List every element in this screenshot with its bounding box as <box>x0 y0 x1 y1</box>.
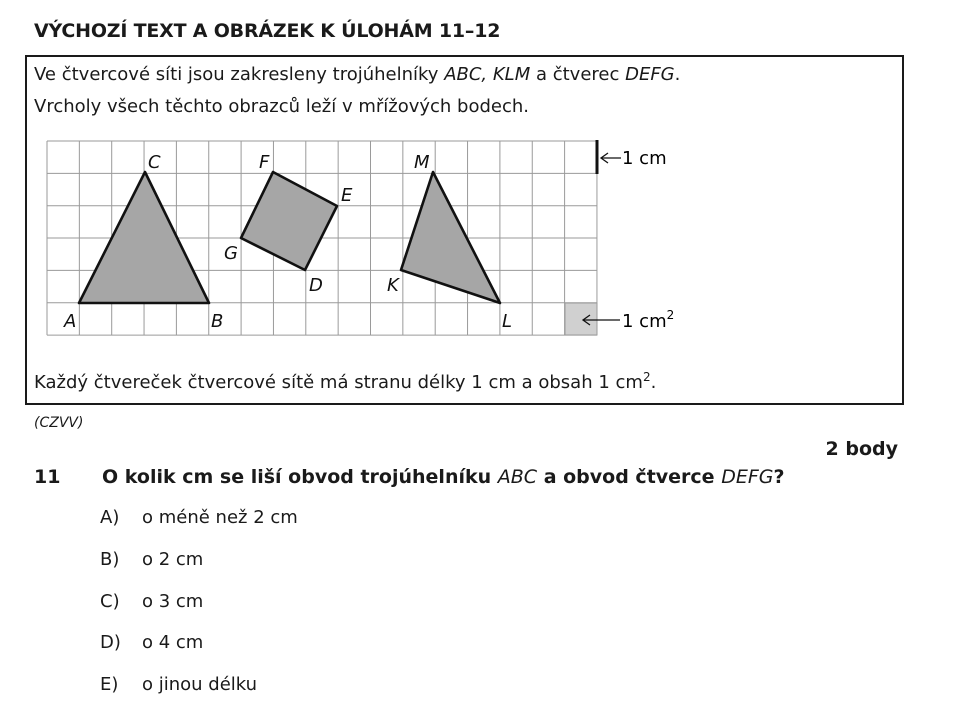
grid-description-period: . <box>650 372 657 393</box>
points-label: 2 body <box>825 438 898 460</box>
option-text: o 3 cm <box>142 591 204 612</box>
option-letter: A) <box>100 507 120 528</box>
triangle-klm <box>401 172 500 303</box>
unit-length-label: 1 cm <box>622 148 667 169</box>
vertex-label-f: F <box>259 152 270 173</box>
option-b[interactable] <box>100 549 203 570</box>
question-number: 11 <box>34 466 61 488</box>
option-c[interactable] <box>100 591 203 612</box>
intro-text: Ve čtvercové síti jsou zakresleny trojúhelníky <box>34 64 445 85</box>
question-mark: ? <box>773 466 785 488</box>
intro-shape-names: ABC, KLM <box>444 64 531 85</box>
question-triangle-name: ABC <box>497 466 538 488</box>
unit-area-cell <box>565 303 597 335</box>
grid-description <box>34 370 656 393</box>
option-letter: D) <box>100 632 121 653</box>
question-text-mid: a obvod čtverce <box>537 466 722 488</box>
question-text-start: O kolik cm se liší obvod trojúhelníku <box>102 466 498 488</box>
vertex-label-l: L <box>502 311 513 332</box>
option-d[interactable] <box>100 632 203 653</box>
option-text: o méně než 2 cm <box>142 507 298 528</box>
question-square-name: DEFG <box>721 466 774 488</box>
option-letter: C) <box>100 591 120 612</box>
vertex-label-d: D <box>309 275 323 296</box>
option-text: o 2 cm <box>142 549 204 570</box>
intro-line-2: Vrcholy všech těchto obrazců leží v mřížových bodech. <box>34 96 530 117</box>
vertex-label-c: C <box>148 152 161 173</box>
option-text: o 4 cm <box>142 632 204 653</box>
vertex-label-a: A <box>64 311 77 332</box>
vertex-label-e: E <box>341 185 353 206</box>
section-heading: VÝCHOZÍ TEXT A OBRÁZEK K ÚLOHÁM 11–12 <box>34 20 501 42</box>
option-letter: E) <box>100 674 119 695</box>
source-label: (CZVV) <box>34 415 84 431</box>
intro-text-mid: a čtverec <box>530 64 626 85</box>
vertex-label-b: B <box>211 311 224 332</box>
option-text: o jinou délku <box>142 674 258 695</box>
intro-square-name: DEFG <box>625 64 675 85</box>
option-a[interactable] <box>100 507 298 528</box>
triangle-abc <box>79 172 209 303</box>
intro-period: . <box>674 64 681 85</box>
grid-description-exponent: 2 <box>642 370 651 384</box>
option-e[interactable] <box>100 674 257 695</box>
vertex-label-m: M <box>414 152 430 173</box>
grid-description-text: Každý čtvereček čtvercové sítě má stranu délky 1 cm a obsah 1 cm <box>34 372 643 393</box>
square-defg <box>241 172 337 270</box>
unit-area-label: 1 $cm^2$ <box>622 308 675 332</box>
vertex-label-k: K <box>387 275 399 296</box>
option-letter: B) <box>100 549 120 570</box>
vertex-label-g: G <box>224 243 238 264</box>
question-text <box>102 466 785 488</box>
